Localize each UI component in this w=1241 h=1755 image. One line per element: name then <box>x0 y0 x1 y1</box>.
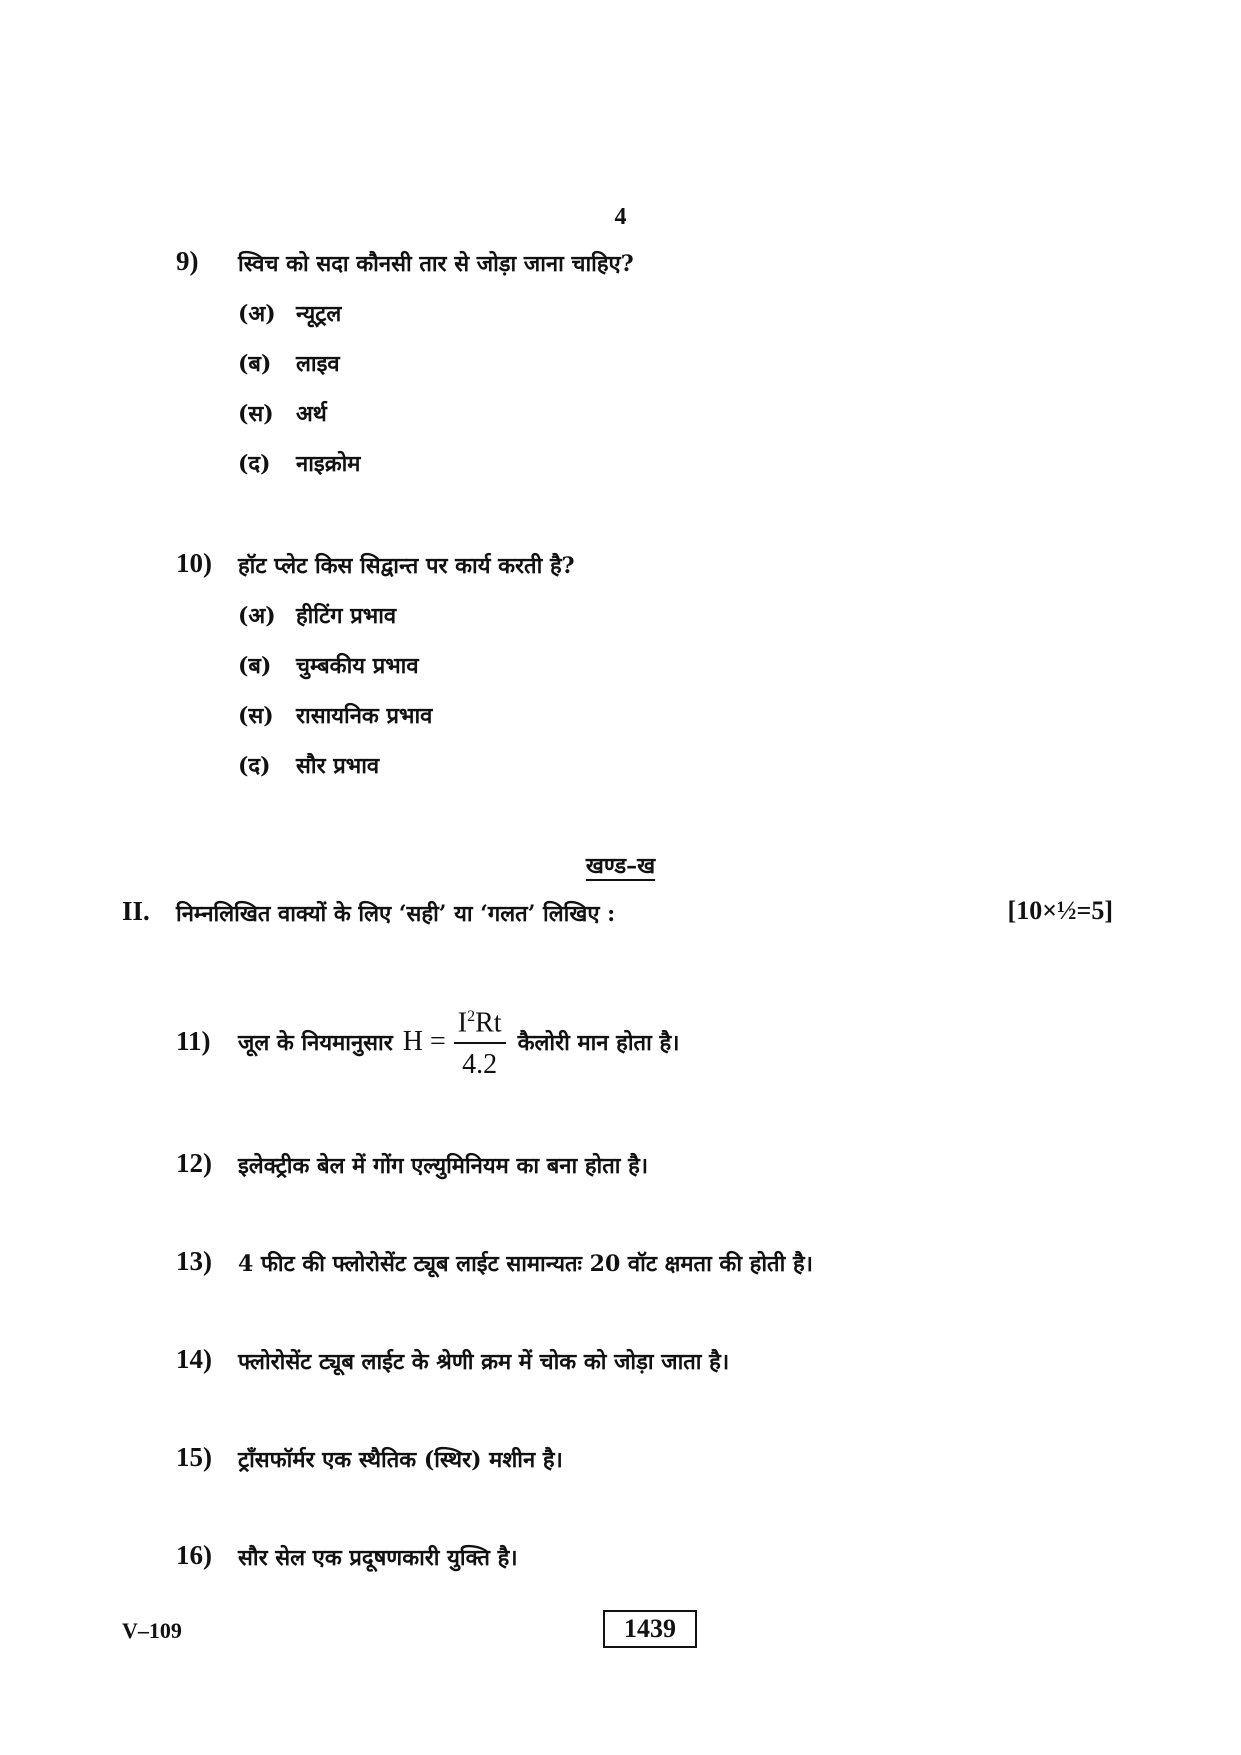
question-10-text: हॉट प्लेट किस सिद्वान्त पर कार्य करती है? <box>238 553 575 579</box>
formula-denominator: 4.2 <box>462 1049 498 1081</box>
q10-option-c-text: रासायनिक प्रभाव <box>296 703 433 729</box>
q9-option-c-label: (स) <box>238 401 274 427</box>
question-12-number: 12) <box>176 1148 212 1178</box>
page-number: 4 <box>614 204 627 230</box>
section-title-text: खण्ड–ख <box>585 853 656 879</box>
formula-num-sup: 2 <box>467 1007 476 1025</box>
paper-code: V–109 <box>122 1618 182 1643</box>
formula-num-base: I <box>457 1007 468 1039</box>
joule-formula <box>403 1000 506 1084</box>
section-roman-number: II. <box>122 896 150 926</box>
question-12-text: इलेक्ट्रीक बेल में गोंग एल्युमिनियम का बना होता है। <box>238 1153 649 1179</box>
question-9-number: 9) <box>176 246 199 276</box>
question-14-number: 14) <box>176 1344 212 1374</box>
question-11-text-after: कैलोरी मान होता है। <box>517 1030 680 1056</box>
formula-lhs: H = <box>402 1026 446 1057</box>
page-code-box: 1439 <box>603 1610 697 1648</box>
question-16-number: 16) <box>176 1540 212 1570</box>
q9-option-c-text: अर्थ <box>296 401 327 427</box>
q9-option-a-text: न्यूट्रल <box>296 301 342 327</box>
formula-numerator <box>454 1000 506 1044</box>
q10-option-b-label: (ब) <box>238 653 272 679</box>
formula-num-rest: Rt <box>475 1007 502 1039</box>
question-14-text: फ्लोरोसेंट ट्यूब लाईट के श्रेणी क्रम में चोक को जोड़ा जाता है। <box>238 1349 730 1375</box>
q10-option-d-label: (द) <box>238 753 271 779</box>
question-13-number: 13) <box>176 1246 212 1276</box>
question-16-text: सौर सेल एक प्रदूषणकारी युक्ति है। <box>238 1545 518 1571</box>
question-11-text-before: जूल के नियमानुसार <box>238 1030 393 1056</box>
q10-option-c-label: (स) <box>238 703 274 729</box>
q10-option-a-label: (अ) <box>238 603 276 629</box>
q9-option-b-label: (ब) <box>238 351 272 377</box>
q9-option-b-text: लाइव <box>296 351 340 377</box>
q9-option-a-label: (अ) <box>238 301 276 327</box>
section-title <box>0 850 1241 880</box>
q10-option-d-text: सौर प्रभाव <box>296 753 380 779</box>
q10-option-b-text: चुम्बकीय प्रभाव <box>296 653 419 679</box>
question-10-number: 10) <box>176 548 212 578</box>
question-11-line <box>238 1002 679 1082</box>
question-15-text: ट्राँसफॉर्मर एक स्थैतिक (स्थिर) मशीन है। <box>238 1447 563 1473</box>
question-15-number: 15) <box>176 1442 212 1472</box>
question-11-number: 11) <box>176 1026 211 1056</box>
section-instruction: निम्नलिखित वाक्यों के लिए ‘सही’ या ‘गलत’ लिखिए : <box>176 901 616 927</box>
question-9-text: स्विच को सदा कौनसी तार से जोड़ा जाना चाहिए? <box>238 251 634 277</box>
formula-fraction <box>454 1000 506 1084</box>
section-marks: [10×½=5] <box>1007 896 1113 925</box>
question-13-text: 4 फीट की फ्लोरोसेंट ट्यूब लाईट सामान्यतः 20 वॉट क्षमता की होती है। <box>238 1251 813 1277</box>
q9-option-d-label: (द) <box>238 451 271 477</box>
q10-option-a-text: हीटिंग प्रभाव <box>296 603 397 629</box>
q9-option-d-text: नाइक्रोम <box>296 451 361 477</box>
